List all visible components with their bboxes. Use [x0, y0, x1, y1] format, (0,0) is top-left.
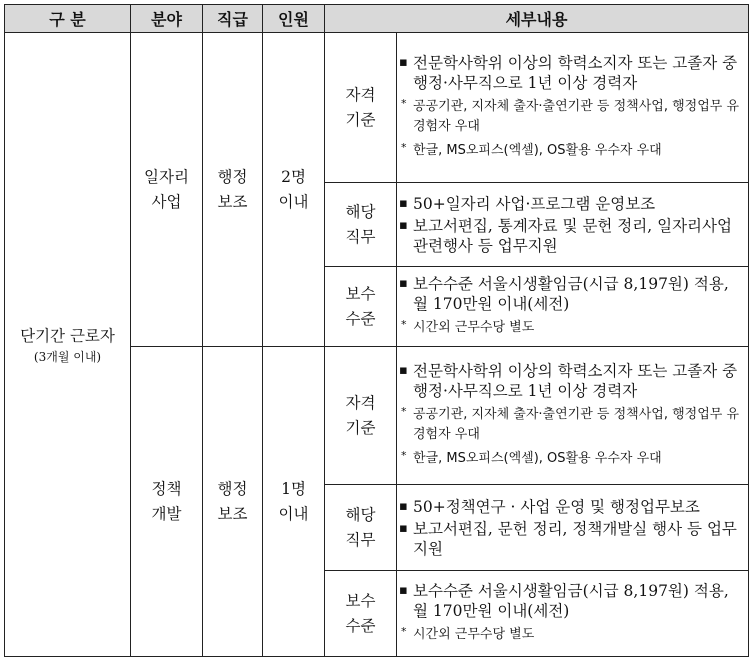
header-headcount: 인원 — [263, 5, 325, 33]
detail-bullet: ▪ 50+일자리 사업·프로그램 운영보조 — [397, 194, 748, 214]
detail-bullet: ▪ 50+정책연구 · 사업 운영 및 행정업무보조 — [397, 497, 748, 517]
detail-label: 해당 직무 — [325, 485, 397, 571]
detail-note: * 시간외 근무수당 별도 — [397, 318, 748, 338]
detail-note: * 공공기관, 지자체 출자·출연기관 등 정책사업, 행정업무 유경험자 우대 — [397, 405, 748, 445]
detail-bullet: ▪ 전문학사학위 이상의 학력소지자 또는 고졸자 중 행정·사무직으로 1년 이상 경력자 — [397, 361, 748, 401]
category-cell — [5, 33, 131, 657]
detail-label: 자격 기준 — [325, 347, 397, 485]
detail-note: * 시간외 근무수당 별도 — [397, 625, 748, 645]
detail-bullet: ▪ 보수수준 서울시생활임금(시급 8,197원) 적용, 월 170만원 이내(세전) — [397, 274, 748, 314]
header-field: 분야 — [131, 5, 203, 33]
field-cell: 일자리 사업 — [131, 33, 203, 347]
detail-content — [397, 347, 749, 485]
position-cell: 행정 보조 — [203, 33, 263, 347]
detail-content — [397, 267, 749, 347]
category-main: 단기간 근로자 — [20, 327, 115, 345]
detail-label: 보수 수준 — [325, 571, 397, 657]
header-details: 세부내용 — [325, 5, 749, 33]
detail-bullet: ▪ 보고서편집, 문헌 정리, 정책개발실 행사 등 업무지원 — [397, 519, 748, 559]
detail-label: 보수 수준 — [325, 267, 397, 347]
detail-content — [397, 33, 749, 183]
detail-bullet: ▪ 보수수준 서울시생활임금(시급 8,197원) 적용, 월 170만원 이내(세전) — [397, 581, 748, 621]
detail-note: * 한글, MS오피스(엑셀), OS활용 우수자 우대 — [397, 141, 748, 161]
detail-content — [397, 183, 749, 267]
detail-label: 자격 기준 — [325, 33, 397, 183]
detail-label: 해당 직무 — [325, 183, 397, 267]
header-position: 직급 — [203, 5, 263, 33]
header-category: 구 분 — [5, 5, 131, 33]
detail-bullet: ▪ 보고서편집, 통계자료 및 문헌 정리, 일자리사업 관련행사 등 업무지원 — [397, 216, 748, 256]
detail-content — [397, 485, 749, 571]
category-sub: (3개월 이내) — [33, 350, 102, 364]
position-cell: 행정 보조 — [203, 347, 263, 657]
headcount-cell: 2명 이내 — [263, 33, 325, 347]
detail-note: * 공공기관, 지자체 출자·출연기관 등 정책사업, 행정업무 유경험자 우대 — [397, 97, 748, 137]
headcount-cell: 1명 이내 — [263, 347, 325, 657]
detail-bullet: ▪ 전문학사학위 이상의 학력소지자 또는 고졸자 중 행정·사무직으로 1년 이상 경력자 — [397, 53, 748, 93]
table-row — [5, 33, 749, 183]
detail-note: * 한글, MS오피스(엑셀), OS활용 우수자 우대 — [397, 449, 748, 469]
header-row — [5, 5, 749, 33]
detail-content — [397, 571, 749, 657]
recruitment-table — [4, 4, 749, 657]
field-cell: 정책 개발 — [131, 347, 203, 657]
